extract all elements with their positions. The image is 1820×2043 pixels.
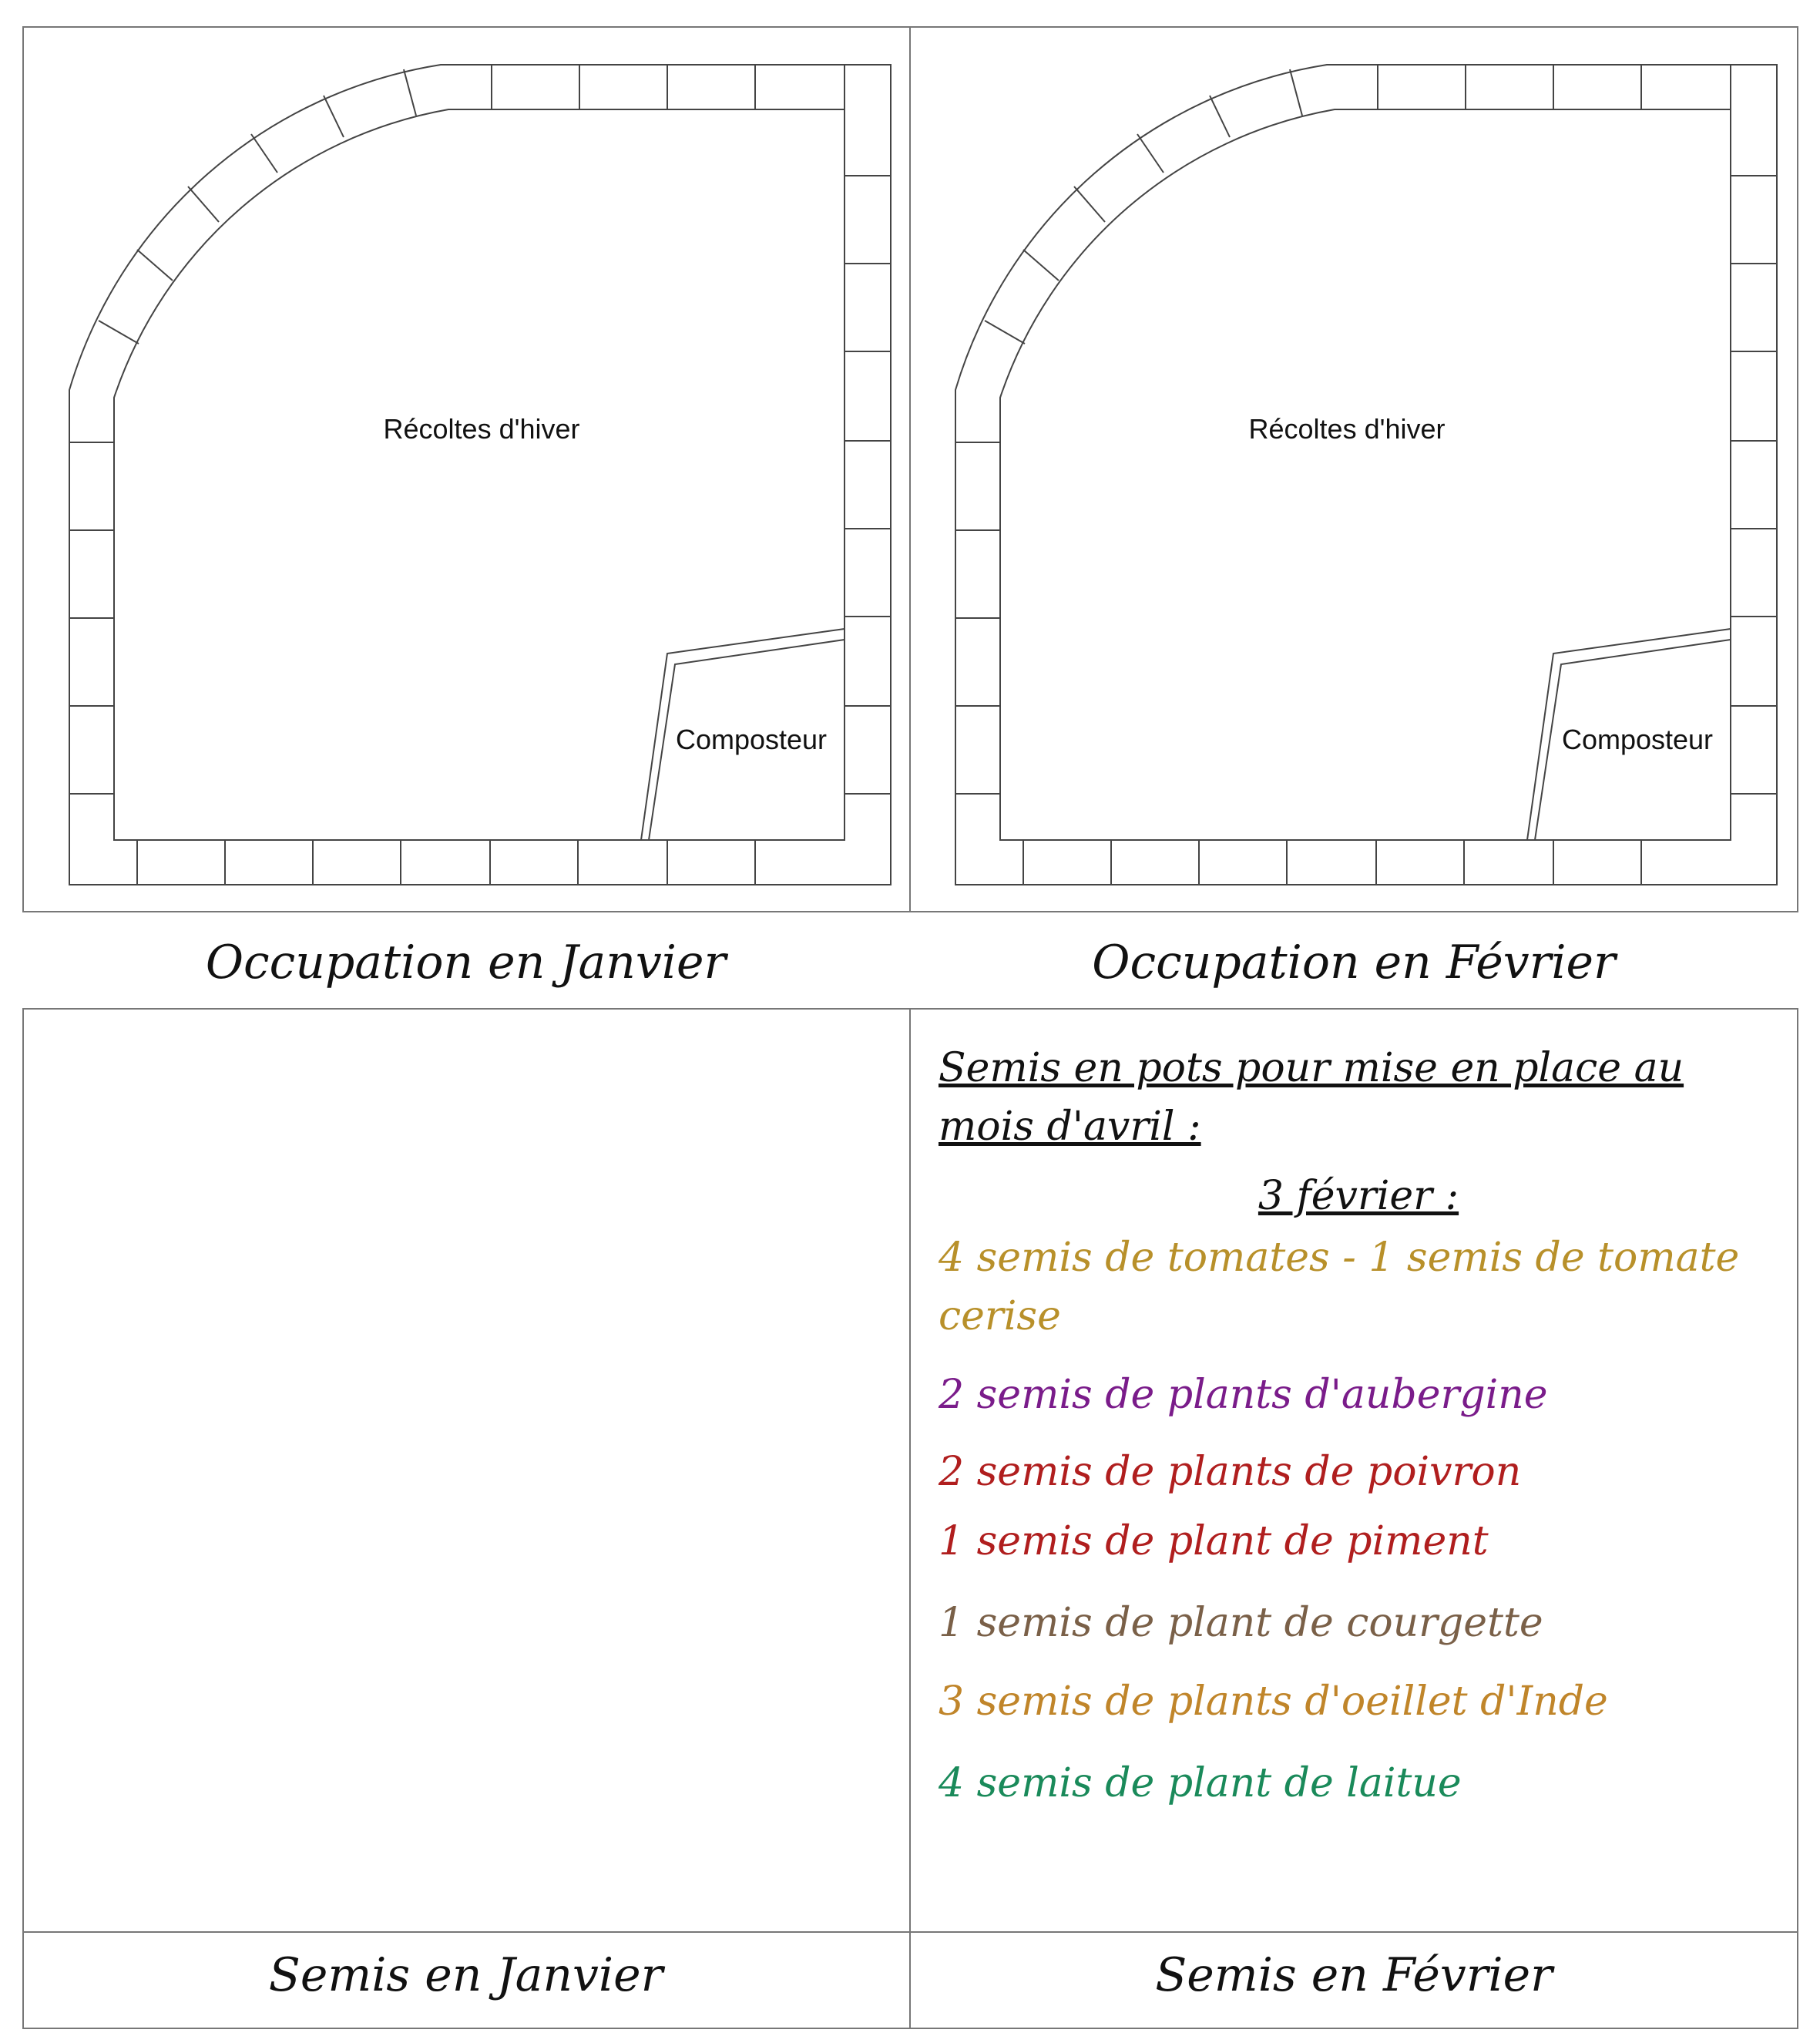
garden-plan-february bbox=[948, 60, 1788, 900]
composter-label: Composteur bbox=[1561, 724, 1714, 755]
sowing-item-pepper: 2 semis de plants de poivron bbox=[939, 1449, 1522, 1495]
garden-label: Récoltes d'hiver bbox=[1248, 413, 1446, 445]
caption-occupation-february: Occupation en Février bbox=[1092, 936, 1616, 990]
sowing-item-eggplant: 2 semis de plants d'aubergine bbox=[939, 1372, 1548, 1418]
sowing-item-chili: 1 semis de plant de piment bbox=[939, 1518, 1489, 1564]
bottom-caption-separator bbox=[22, 1931, 1798, 1933]
sowing-item-marigold: 3 semis de plants d'oeillet d'Inde bbox=[939, 1678, 1608, 1725]
sowing-heading-line1: Semis en pots pour mise en place au bbox=[939, 1045, 1684, 1091]
caption-sowing-january: Semis en Janvier bbox=[268, 1948, 663, 2002]
caption-sowing-february: Semis en Février bbox=[1155, 1948, 1553, 2002]
top-panel-divider bbox=[909, 26, 911, 912]
sowing-heading-line2: mois d'avril : bbox=[939, 1104, 1201, 1150]
garden-plan-january bbox=[62, 60, 902, 900]
sowing-date: 3 février : bbox=[1258, 1173, 1459, 1219]
garden-label: Récoltes d'hiver bbox=[383, 413, 580, 445]
sowing-item-lettuce: 4 semis de plant de laitue bbox=[939, 1760, 1462, 1806]
february-sowing-notes bbox=[939, 1039, 1778, 1813]
sowing-item-tomatoes: 4 semis de tomates - 1 semis de tomate cerise bbox=[939, 1235, 1740, 1339]
garden-outer-border bbox=[955, 65, 1777, 885]
bottom-panel-divider bbox=[909, 1008, 911, 2029]
sowing-item-zucchini: 1 semis de plant de courgette bbox=[939, 1600, 1543, 1646]
composter-label: Composteur bbox=[675, 724, 828, 755]
caption-occupation-january: Occupation en Janvier bbox=[205, 936, 727, 990]
garden-outer-border bbox=[69, 65, 891, 885]
